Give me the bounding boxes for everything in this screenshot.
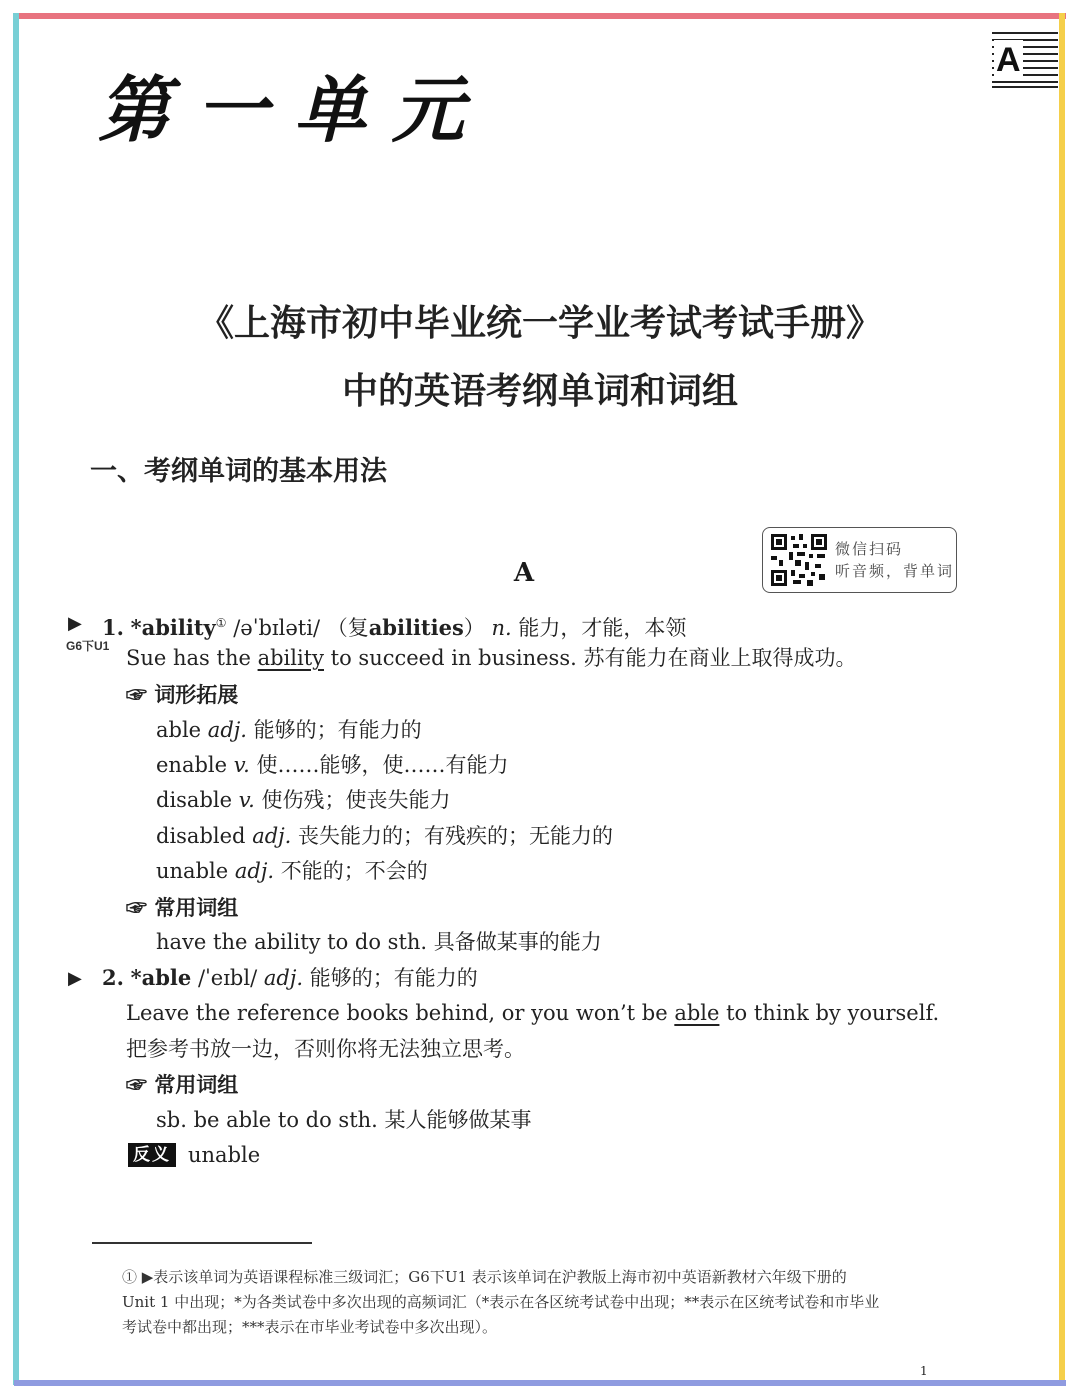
headword: ability: [141, 615, 216, 640]
plural-form: abilities: [368, 615, 464, 640]
corner-tab-letter: A: [996, 41, 1021, 79]
star-mark: *: [130, 965, 142, 990]
word-form-item: unable adj. 不能的；不会的: [156, 859, 428, 883]
entry-number: 1.: [102, 615, 124, 640]
word-form-item: enable v. 使……能够，使……有能力: [156, 753, 509, 777]
antonym-badge: 反义: [128, 1143, 176, 1167]
phonetic: /ˈeɪbl/: [197, 966, 258, 990]
phrase-item: [156, 927, 602, 957]
headword: able: [141, 965, 192, 990]
frame-right-border: [1059, 13, 1065, 1385]
entry-2-example: [126, 998, 939, 1028]
entry-1-example: [126, 643, 856, 673]
unit-title: 第一单元: [98, 67, 491, 152]
phrase-translation: 某人能够做某事: [384, 1108, 532, 1132]
qr-caption-line1: 微信扫码: [835, 540, 904, 558]
antonym-word: unable: [188, 1143, 261, 1167]
part-of-speech: n.: [491, 616, 512, 640]
word-forms-title: 词形拓展: [154, 682, 239, 707]
star-mark: *: [130, 615, 142, 640]
word-form-item: disabled adj. 丧失能力的；有残疾的；无能力的: [156, 824, 614, 848]
corner-letter-tab: [992, 32, 1058, 88]
phrases-title: 常用词组: [154, 1072, 239, 1097]
entry-number: 2.: [102, 965, 124, 990]
example-keyword: ability: [257, 646, 324, 670]
phrases-heading: [126, 1070, 238, 1100]
footnote-line1: ① ▶表示该单词为英语课程标准三级词汇；G6下U1 表示该单词在沪教版上海市初中英语新教材六年级下册的: [122, 1268, 847, 1286]
phrases-heading: [126, 893, 238, 923]
frame-left-border: [13, 13, 19, 1385]
footnote-line3: 考试卷中都出现；***表示在市毕业考试卷中多次出现）。: [122, 1318, 498, 1336]
frame-bottom-border: [14, 1380, 1066, 1386]
entry-2-example-translation: 把参考书放一边，否则你将无法独立思考。: [126, 1037, 525, 1061]
bullet-arrow-icon: ▶: [68, 613, 82, 634]
pointing-hand-icon: ☞: [126, 1072, 147, 1097]
example-keyword: able: [674, 1001, 720, 1025]
phrase: sb. be able to do sth.: [156, 1108, 378, 1132]
grade-tag: G6下U1: [66, 639, 110, 653]
plural-open: （复: [326, 616, 369, 640]
phrase-item: [156, 1105, 532, 1135]
pointing-hand-icon: ☞: [126, 895, 147, 920]
phonetic: /əˈbɪləti/: [233, 616, 321, 640]
bullet-arrow-icon: ▶: [68, 968, 82, 989]
word-form-item: disable v. 使伤残；使丧失能力: [156, 788, 451, 812]
phrase-translation: 具备做某事的能力: [433, 930, 602, 954]
example-text: to think by yourself.: [719, 1001, 940, 1025]
phrase: have the ability to do sth.: [156, 930, 428, 954]
example-translation: 苏有能力在商业上取得成功。: [583, 646, 857, 670]
phrases-title: 常用词组: [154, 895, 239, 920]
word-forms-heading: [126, 680, 238, 710]
main-title-line1: 《上海市初中毕业统一学业考试考试手册》: [197, 302, 882, 344]
meaning: 能力，才能，本领: [518, 616, 687, 640]
frame-top-border: [14, 13, 1066, 19]
example-text: Leave the reference books behind, or you won’t be: [126, 1001, 675, 1025]
example-text: to succeed in business.: [324, 646, 577, 670]
word-form-item: able adj. 能够的；有能力的: [156, 718, 422, 742]
footnote-divider: [92, 1242, 312, 1244]
qr-caption-line2: 听音频，背单词: [835, 562, 955, 580]
footnote-line2: Unit 1 中出现；*为各类试卷中多次出现的高频词汇（*表示在各区统考试卷中出现；**表示在区统考试卷和市毕业: [122, 1293, 880, 1311]
section-heading: 一、考纲单词的基本用法: [90, 456, 387, 487]
plural-close: ）: [463, 616, 485, 640]
page-number: 1: [920, 1364, 928, 1378]
footnote-mark: ①: [215, 616, 227, 630]
main-title-line2: 中的英语考纲单词和词组: [341, 370, 738, 412]
example-text: Sue has the: [126, 646, 258, 670]
pointing-hand-icon: ☞: [126, 682, 147, 707]
part-of-speech: adj.: [263, 966, 304, 990]
meaning: 能够的；有能力的: [309, 966, 478, 990]
letter-heading: A: [513, 558, 535, 588]
